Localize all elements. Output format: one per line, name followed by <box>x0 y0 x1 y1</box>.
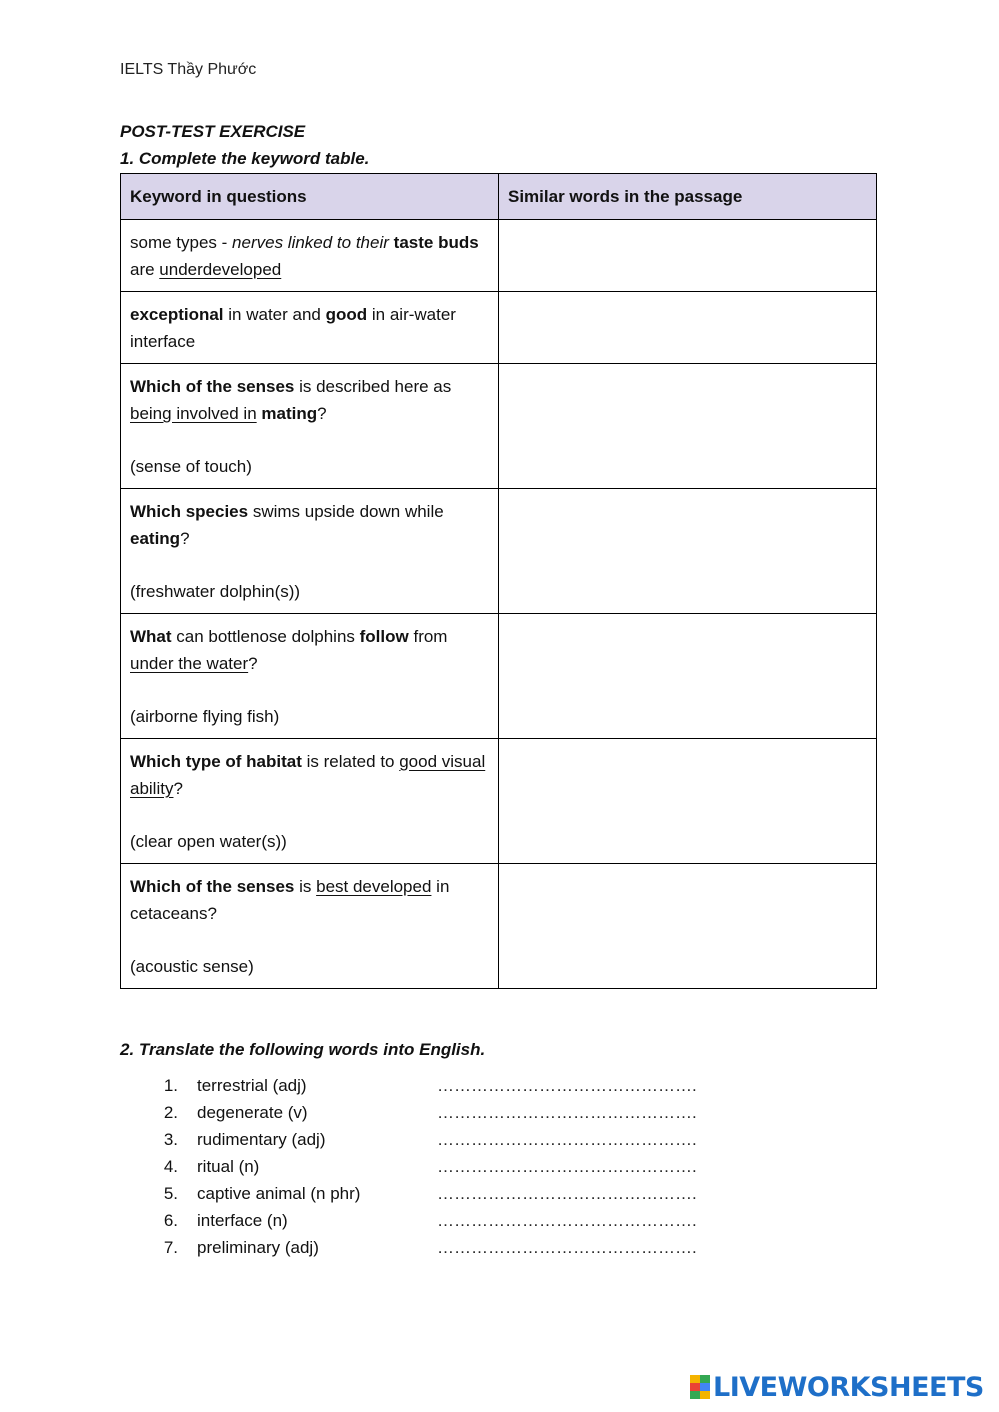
hint-answer: (sense of touch) <box>130 457 252 476</box>
hint-answer: (acoustic sense) <box>130 957 254 976</box>
keyword-cell: Which type of habitat is related to good visual ability? (clear open water(s)) <box>121 739 499 864</box>
keyword-cell: some types - nerves linked to their taste buds are underdeveloped <box>121 220 499 292</box>
table-row <box>121 364 877 489</box>
table-row <box>121 614 877 739</box>
list-item: 3. rudimentary (adj) ………………………………………. <box>158 1126 758 1153</box>
hint-answer: (airborne flying fish) <box>130 707 280 726</box>
answer-blank[interactable]: ………………………………………. <box>437 1130 697 1149</box>
answer-blank[interactable]: ………………………………………. <box>437 1076 697 1095</box>
hint-answer: (clear open water(s)) <box>130 832 287 851</box>
table-row <box>121 739 877 864</box>
logo-text: LIVEWORKSHEETS <box>713 1371 984 1403</box>
answer-cell[interactable] <box>499 489 877 614</box>
table-header-row <box>121 174 877 220</box>
table-row <box>121 864 877 989</box>
page-header: IELTS Thầy Phước <box>120 61 257 78</box>
list-item: 5. captive animal (n phr) ………………………………………. <box>158 1180 758 1207</box>
list-item: 1. terrestrial (adj) ………………………………………. <box>158 1072 758 1099</box>
vocabulary-list <box>158 1072 758 1261</box>
column-header-keyword: Keyword in questions <box>121 174 499 220</box>
list-item: 7. preliminary (adj) ………………………………………. <box>158 1234 758 1261</box>
logo-blocks-icon <box>690 1375 710 1399</box>
answer-cell[interactable] <box>499 364 877 489</box>
page-title: POST-TEST EXERCISE <box>120 122 306 141</box>
list-item: 6. interface (n) ………………………………………. <box>158 1207 758 1234</box>
answer-cell[interactable] <box>499 864 877 989</box>
answer-cell[interactable] <box>499 614 877 739</box>
answer-blank[interactable]: ………………………………………. <box>437 1157 697 1176</box>
list-item: 2. degenerate (v) ………………………………………. <box>158 1099 758 1126</box>
answer-cell[interactable] <box>499 292 877 364</box>
answer-blank[interactable]: ………………………………………. <box>437 1238 697 1257</box>
keyword-cell: exceptional in water and good in air-water interface <box>121 292 499 364</box>
section-1-heading: 1. Complete the keyword table. <box>120 149 370 168</box>
keyword-cell: Which of the senses is best developed in cetaceans? (acoustic sense) <box>121 864 499 989</box>
hint-answer: (freshwater dolphin(s)) <box>130 582 301 601</box>
column-header-similar-words: Similar words in the passage <box>499 174 877 220</box>
section-2-heading: 2. Translate the following words into English. <box>120 1040 486 1059</box>
table-row <box>121 220 877 292</box>
keyword-cell: What can bottlenose dolphins follow from under the water? (airborne flying fish) <box>121 614 499 739</box>
answer-blank[interactable]: ………………………………………. <box>437 1184 697 1203</box>
answer-blank[interactable]: ………………………………………. <box>437 1211 697 1230</box>
answer-cell[interactable] <box>499 220 877 292</box>
table-row <box>121 489 877 614</box>
keyword-cell: Which species swims upside down while eating? (freshwater dolphin(s)) <box>121 489 499 614</box>
answer-blank[interactable]: ………………………………………. <box>437 1103 697 1122</box>
liveworksheets-logo <box>690 1372 984 1402</box>
keyword-cell: Which of the senses is described here as being involved in mating? (sense of touch) <box>121 364 499 489</box>
answer-cell[interactable] <box>499 739 877 864</box>
table-row <box>121 292 877 364</box>
list-item: 4. ritual (n) ………………………………………. <box>158 1153 758 1180</box>
keyword-table <box>120 173 877 989</box>
